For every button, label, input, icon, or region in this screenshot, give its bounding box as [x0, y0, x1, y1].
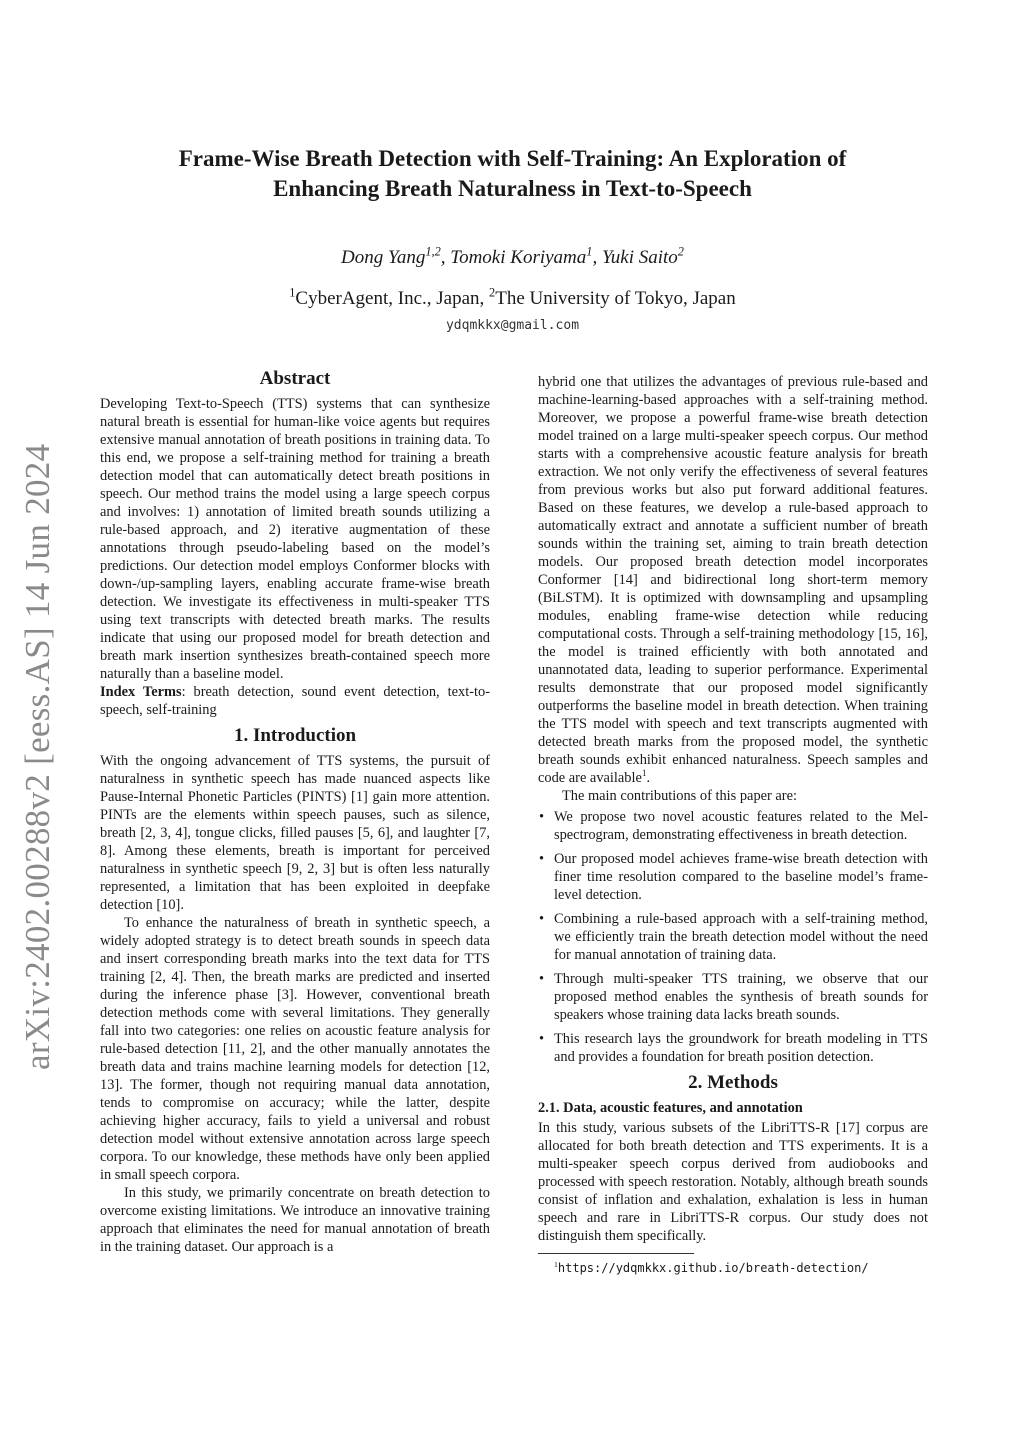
footnote-divider [538, 1253, 694, 1254]
subsection-heading: 2.1. Data, acoustic features, and annotation [538, 1100, 803, 1116]
author-affil-sup: 2 [677, 244, 684, 259]
intro-paragraph-3: In this study, we primarily concentrate on breath detection to overcome existing limitations. We introduce an innovative training approach that eliminates the need for manual annotation of breath in the training dataset. Our approach is a [100, 1185, 490, 1255]
index-terms [100, 683, 490, 719]
index-terms-label: Index Terms [100, 684, 182, 700]
list-item: • Our proposed model achieves frame-wise breath detection with finer time resolution compared to the baseline model’s frame-level detection. [538, 850, 928, 904]
author-name: Yuki Saito [601, 247, 678, 268]
footnote: $^1$https://ydqmkkx.github.io/breath-detection/ [554, 1260, 869, 1275]
list-item: • This research lays the groundwork for breath modeling in TTS and provides a foundation for breath position detection. [538, 1030, 928, 1066]
list-item: • Combining a rule-based approach with a self-training method, we efficiently train the breath detection model without the need for manual annotation of training data. [538, 910, 928, 964]
introduction-heading: 1. Introduction [233, 725, 357, 746]
arxiv-identifier: arXiv:2402.00288v2 [eess.AS] 14 Jun 2024 [18, 443, 57, 1070]
left-column [100, 370, 490, 1256]
title-line-2: Enhancing Breath Naturalness in Text-to-Speech [273, 176, 752, 201]
list-item: • Through multi-speaker TTS training, we observe that our proposed method enables the synthesis of breath sounds for speakers whose training data lacks breath sounds. [538, 970, 928, 1024]
author-list: Dong Yang$^{1,2}$, Tomoki Koriyama$^1$, Yuki Saito$^2$ [341, 244, 684, 268]
affiliation-name: CyberAgent, Inc., Japan [295, 288, 480, 309]
right-column [538, 373, 928, 1277]
author-name: Tomoki Koriyama [450, 247, 587, 268]
footnote-link[interactable]: https://ydqmkkx.github.io/breath-detection/ [557, 1261, 869, 1275]
intro-paragraph-1: With the ongoing advancement of TTS systems, the pursuit of naturalness in synthetic speech has made nuanced aspects like Pause-Internal Phonetic Particles (PINTS) [1] gain more attention. PINTs are the elements within speech pauses, such as silence, breath [2, 3, 4], tongue clicks, filled pauses [5, 6], and laughter [7, 8]. Among these elements, breath is important for perceived naturalness in synthetic speech [9, 2, 3] but is often less naturally represented, a limitation that has been exploited in deepfake detection [10]. [100, 753, 490, 913]
author-affil-sup: 1 [586, 244, 593, 259]
affiliation-name: The University of Tokyo, Japan [495, 288, 736, 309]
title-line-1: Frame-Wise Breath Detection with Self-Training: An Exploration of [178, 146, 847, 171]
author-affil-sup: 1,2 [425, 244, 441, 259]
contributions-list [538, 808, 928, 1066]
abstract-text: Developing Text-to-Speech (TTS) systems that can synthesize natural breath is essential for human-like voice agents but requires extensive manual annotation of breath positions in training data. To this end, we propose a self-training method for training a breath detection model that can automatically detect breath positions in speech. Our method trains the model using a large speech corpus and involves: 1) annotation of limited breath sounds utilizing a rule-based approach, and 2) iterative augmentation of these annotations through pseudo-labeling based on the model’s predictions. Our detection model employs Conformer blocks with down-/up-sampling layers, enabling accurate frame-wise breath detection. We investigate its effectiveness in multi-speaker TTS using text transcripts with detected breath marks. The results indicate that using our proposed model for breath detection and breath mark insertion synthesizes breath-contained speech more naturally than a baseline model. [100, 396, 490, 682]
author-name: Dong Yang [341, 247, 426, 268]
affiliations: $^1$CyberAgent, Inc., Japan, $^2$The University of Tokyo, Japan [289, 285, 736, 309]
methods-paragraph-1: In this study, various subsets of the LibriTTS-R [17] corpus are allocated for both breath detection and TTS experiments. It is a multi-speaker speech corpus derived from audiobooks and processed with speech restoration. Notably, although breath sounds consist of inflation and exhalation, exhalation is less in human speech and rare in LibriTTS-R corpus. Our study does not distinguish them specifically. [538, 1120, 928, 1244]
methods-heading: 2. Methods [688, 1072, 778, 1093]
abstract-heading: Abstract [259, 368, 331, 389]
contact-email: ydqmkkx@gmail.com [445, 318, 580, 333]
list-item: • We propose two novel acoustic features related to the Mel-spectrogram, demonstrating effectiveness in breath detection. [538, 808, 928, 844]
paper-title [90, 144, 935, 204]
contributions-intro: The main contributions of this paper are: [562, 788, 797, 804]
intro-paragraph-2: To enhance the naturalness of breath in synthetic speech, a widely adopted strategy is to detect breath sounds in speech data and insert corresponding breath marks into the text data for TTS training [2, 4]. Then, the breath marks are predicted and inserted during the inference phase [3]. However, conventional breath detection methods come with several limitations. They generally fall into two categories: one relies on acoustic feature analysis for rule-based detection [11, 2], and the other manually annotates the breath data and trains machine learning models for detection [12, 13]. The former, though not requiring manual data annotation, tends to compromise on accuracy; while the latter, despite achieving higher accuracy, fails to yield a universal and robust detection model without extensive annotation across large speech corpora. To our knowledge, these methods have only been applied in small speech corpora. [100, 915, 490, 1183]
intro-paragraph-4: hybrid one that utilizes the advantages of previous rule-based and machine-learning-based approaches with a self-training method. Moreover, we propose a powerful frame-wise breath detection model trained on a large multi-speaker speech corpus. Our method starts with a comprehensive acoustic feature analysis for breath extraction. We not only verify the effectiveness of several features from previous works but also put forward additional features. Based on these features, we develop a rule-based approach to automatically extract and annotate a sufficient number of breath sounds within the training set, aiming to train breath detection models. Our proposed breath detection model incorporates Conformer [14] and bidirectional long short-term memory (BiLSTM). It is optimized with downsampling and upsampling modules, enabling frame-wise detection while reducing computational costs. Through a self-training methodology [15, 16], the model is trained efficiently with both annotated and unannotated data, leading to superior performance. Experimental results demonstrate that our proposed model significantly outperforms the baseline model in breath detection. When training the TTS model with speech and text transcripts augmented with detected breath marks from the proposed model, the synthetic breath sounds exhibit enhanced naturalness. Speech samples and code are available$^1$. [538, 374, 928, 786]
footnote-marker: 1 [641, 769, 647, 780]
index-terms-text: : breath detection, sound event detection, text-to-speech, self-training [100, 684, 491, 718]
